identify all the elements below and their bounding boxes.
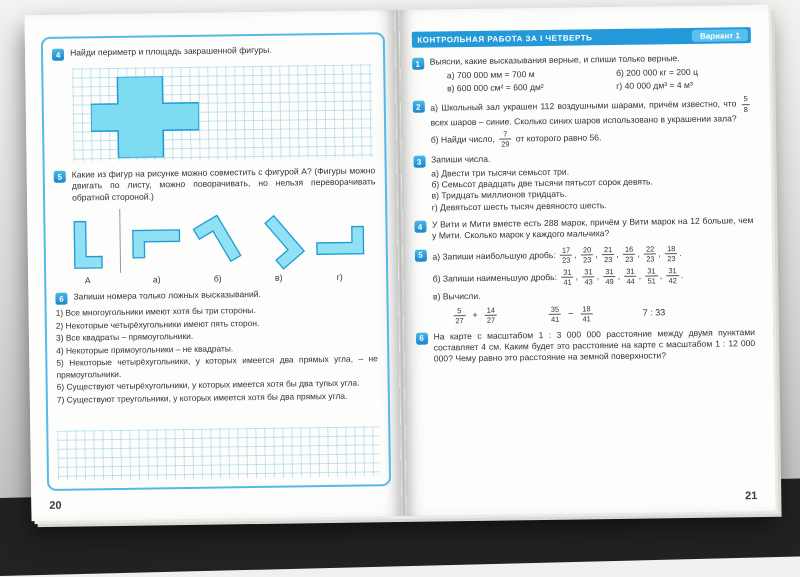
figure-label: в) (274, 272, 283, 283)
grid-figure-area (72, 64, 373, 161)
fraction: $\frac{14}{27}$ (486, 305, 496, 325)
problem-3-number-badge: 3 (413, 156, 425, 168)
problem-4-number-badge: 4 (414, 221, 426, 233)
problem-2-text (430, 95, 752, 148)
number-item: б) Семьсот двадцать две тысячи пятьсот сорок девять. (431, 176, 653, 190)
l-shape-a-icon (58, 215, 117, 274)
task-4 (52, 43, 374, 60)
fraction: $\frac{35}{41}$ (550, 304, 560, 324)
fraction: $\frac{17}{23}$ (561, 245, 571, 265)
fraction: $\frac{18}{41}$ (582, 304, 591, 324)
l-shape-rotated2-icon (310, 211, 369, 270)
problem-2b-post: от которого равно 56. (515, 131, 602, 144)
statement: 5) Некоторые четырёхугольники, у которых имеется два прямых угла, – не прямоугольники. (56, 353, 378, 380)
problem-5b-label: б) Запиши наименьшую дробь: (432, 271, 558, 284)
l-shapes-row (56, 205, 377, 285)
problem-3-text: Запиши числа. (430, 154, 491, 165)
task-4-text: Найди периметр и площадь закрашенной фигуры. (69, 44, 272, 58)
l-shape-tilted-icon (188, 213, 247, 272)
fraction: $\frac{31}{42}$ (668, 265, 677, 286)
problem-5a-label: а) Запиши наибольшую дробь: (432, 249, 556, 262)
task-6-number-badge: 6 (55, 293, 67, 305)
fraction: $\frac{22}{23}$ (645, 244, 655, 264)
problem-5b (433, 266, 755, 288)
book-spread (25, 5, 776, 521)
problem-5-number-badge: 5 (414, 249, 426, 261)
number-item: а) Двести три тысячи семьсот три. (431, 166, 570, 179)
right-content (411, 27, 757, 488)
statement: 1) Все многоугольники имеют хотя бы три стороны. (55, 305, 256, 318)
problem-2-number-badge: 2 (412, 101, 424, 113)
problem-6-text: На карте с масштабом 1 : 3 000 000 расстояние между двумя пунктами составляет 4 см. Каким будет это расстояние на карте с масштабом 1 : 12 000 000? Чему равно это расстояние на земной поверхности? (433, 326, 756, 364)
variant-badge: Вариант 1 (692, 29, 748, 42)
figure-option-g (308, 211, 370, 282)
figure-A (56, 215, 118, 286)
figure-label: г) (336, 271, 343, 282)
cross-figure (90, 76, 199, 159)
problem-5 (414, 244, 755, 326)
equalities-grid (447, 66, 752, 93)
number-item: в) Тридцать миллионов тридцать. (431, 189, 567, 201)
figure-label: А (84, 275, 91, 286)
problem-2a-pre: а) Школьный зал украшен 112 воздушными шарами, причём известно, что (430, 98, 737, 114)
problem-6 (415, 327, 755, 366)
task-6 (55, 287, 377, 304)
plus-operator: + (472, 309, 478, 320)
statements-list (56, 303, 379, 407)
calc-expressions (451, 303, 755, 325)
problem-4 (414, 215, 754, 242)
fraction: $\frac{21}{23}$ (603, 244, 613, 265)
fraction: $\frac{20}{23}$ (582, 245, 592, 265)
figure-label: б) (213, 273, 222, 284)
statement: 4) Некоторые прямоугольники – не квадраты. (56, 343, 234, 356)
fraction: $\frac{31}{41}$ (563, 267, 572, 287)
chapter-title: КОНТРОЛЬНАЯ РАБОТА ЗА I ЧЕТВЕРТЬ (417, 32, 593, 45)
page-number-right: 21 (744, 490, 758, 503)
problem-6-number-badge: 6 (415, 332, 427, 344)
page-number-left: 20 (49, 499, 62, 512)
fraction: $\frac{31}{43}$ (584, 266, 593, 287)
task-5-text: Какие из фигур на рисунке можно совместить с фигурой А? (Фигуры можно двигать по листу, можно поворачивать, но нельзя переворачивать обратной стороной.) (71, 165, 376, 203)
expression-1 (451, 306, 499, 324)
statement: 7) Существуют треугольники, у которых имеется хотя бы два прямых угла. (56, 390, 348, 405)
fraction: $\frac{31}{51}$ (647, 265, 656, 286)
left-content-frame (41, 32, 391, 491)
figure-option-a (125, 214, 187, 285)
task-5 (54, 165, 376, 204)
answer-grid-area (57, 426, 379, 480)
problem-5c-label: в) Вычисли. (432, 291, 481, 302)
equality-d: г) 40 000 дм³ = 4 м³ (616, 80, 693, 92)
problem-2a-post: всех шаров – синие. Сколько синих шаров использовано в украшении зала? (430, 113, 737, 128)
equality-a: а) 700 000 мм = 700 м (446, 69, 535, 81)
statement: 2) Некоторые четырёхугольники имеют пять сторон. (55, 317, 260, 331)
l-shape-rotated-icon (127, 214, 186, 273)
figure-option-v (247, 212, 309, 283)
figure-label: а) (152, 274, 161, 285)
problem-2b-pre: б) Найди число, (430, 133, 495, 145)
left-page (25, 10, 402, 521)
expression-2 (547, 305, 595, 323)
task-5-number-badge: 5 (54, 171, 66, 183)
equality-b: б) 200 000 кг = 200 ц (615, 67, 699, 79)
fraction: $\frac{31}{49}$ (605, 266, 614, 287)
problem-2 (412, 95, 752, 149)
task-4-number-badge: 4 (52, 49, 64, 61)
chapter-header-bar (411, 27, 751, 48)
expression-3: 7 : 33 (642, 306, 666, 318)
problem-4-text: У Вити и Мити вместе есть 288 марок, причём у Вити марок на 12 больше, чем у Мити. Сколько марок у каждого мальчика? (431, 215, 754, 241)
fraction: $\frac{5}{27}$ (453, 307, 465, 325)
problem-1 (412, 52, 752, 94)
right-page (399, 5, 776, 516)
fraction: $\frac{7}{29}$ (499, 130, 511, 148)
fraction: $\frac{31}{44}$ (626, 266, 635, 286)
problem-1-text: Выясни, какие высказывания верные, и спиши только верные. (429, 53, 680, 67)
problem-1-number-badge: 1 (412, 58, 424, 70)
equality-c: в) 600 000 см² = 600 дм² (447, 82, 544, 94)
number-item: г) Девятьсот шесть тысяч девяносто шесть. (431, 199, 607, 213)
problem-3 (413, 150, 753, 213)
problem-5a (432, 244, 754, 266)
task-6-text: Запиши номера только ложных высказываний. (73, 288, 262, 302)
fraction: $\frac{16}{23}$ (624, 244, 634, 264)
l-shape-mirrored-icon (249, 212, 308, 271)
statement: 6) Существуют четырёхугольники, у которых имеется хотя бы два тупых угла. (56, 377, 360, 392)
minus-operator: − (568, 308, 574, 319)
figure-option-b (186, 213, 248, 284)
statement: 3) Все квадраты – прямоугольники. (55, 331, 194, 344)
figure-divider (119, 209, 121, 273)
fraction: $\frac{18}{23}$ (666, 243, 676, 264)
fraction: $\frac{5}{8}$ (743, 94, 748, 114)
